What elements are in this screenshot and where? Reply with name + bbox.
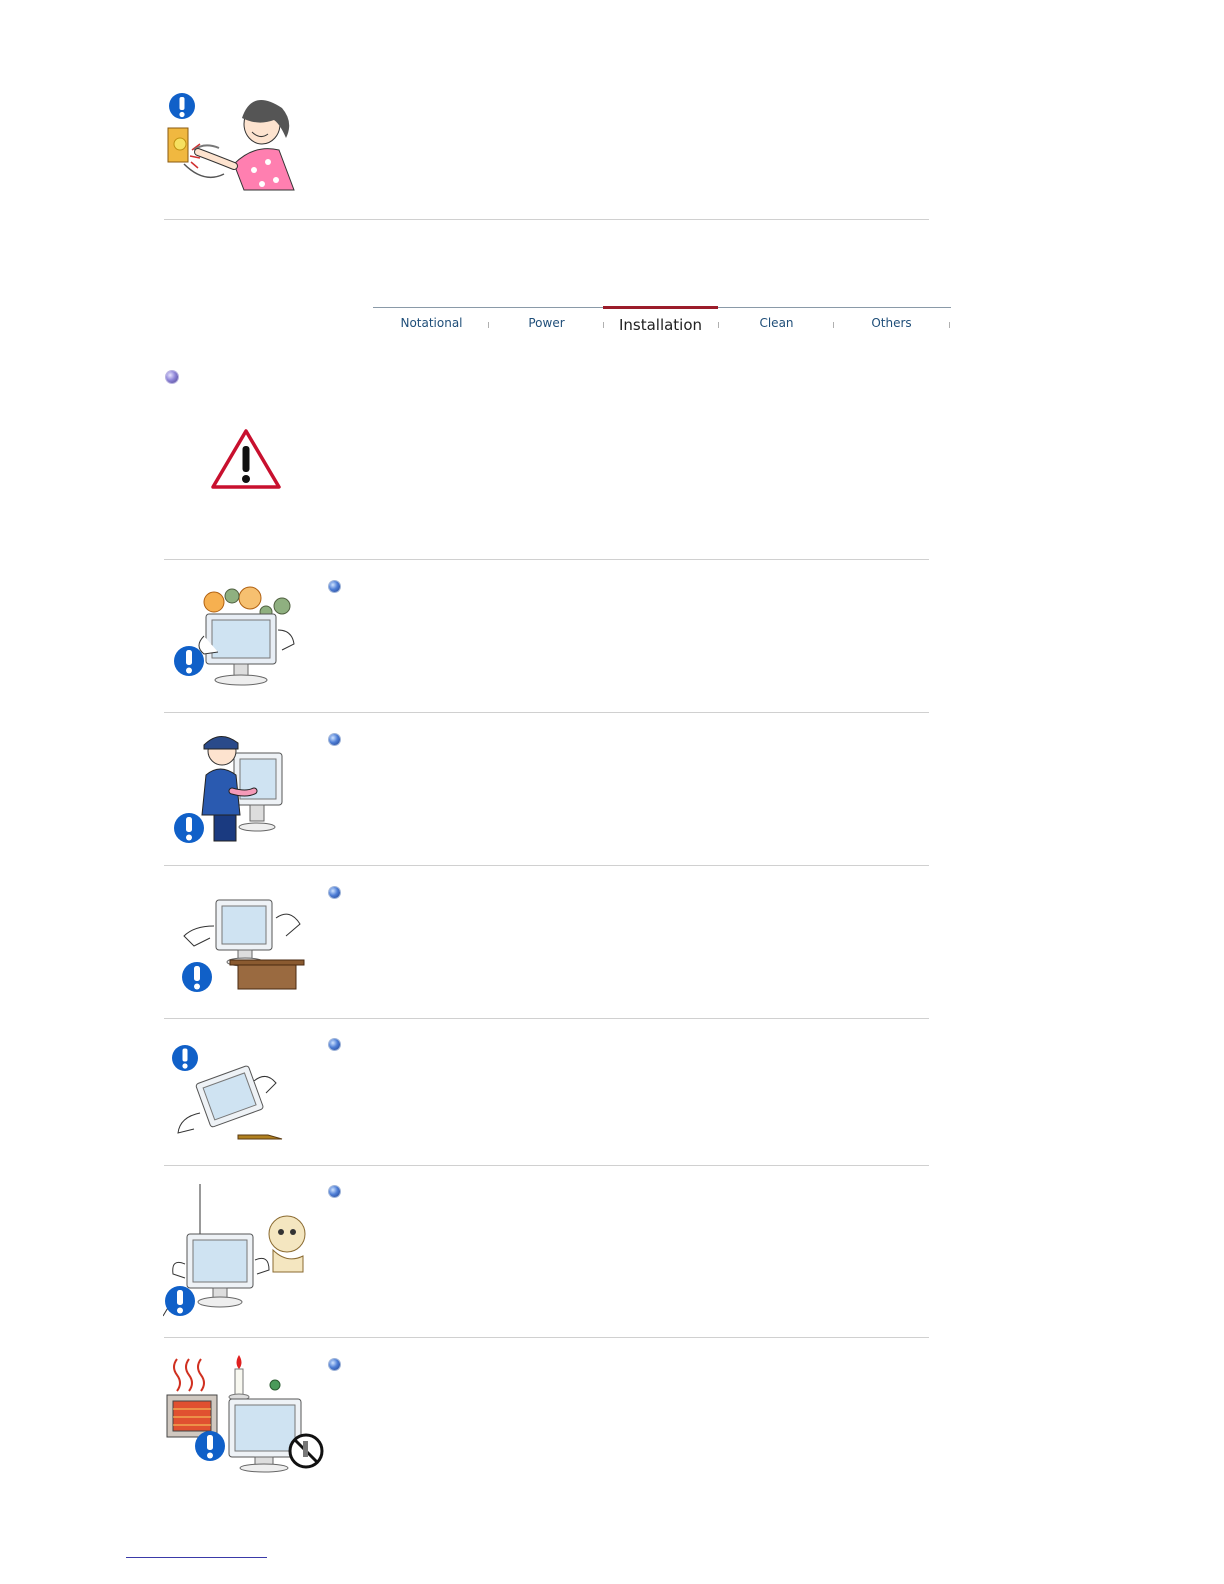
warning-triangle-icon: [210, 428, 282, 490]
caution-icon: [174, 646, 204, 676]
divider: [164, 1337, 929, 1338]
caution-icon: [172, 1045, 198, 1071]
child-safety-illustration: [163, 1184, 315, 1319]
tab-power[interactable]: Power: [528, 316, 565, 330]
caution-icon: [182, 962, 212, 992]
item-bullet-icon: [329, 887, 340, 898]
tab-installation[interactable]: Installation: [603, 306, 718, 341]
item-bullet-icon: [329, 1359, 340, 1370]
divider: [164, 219, 929, 220]
unplug-illustration: [164, 92, 299, 202]
caution-icon: [195, 1431, 225, 1461]
monitor-dust-illustration: [170, 578, 305, 688]
divider: [164, 712, 929, 713]
no-candle-icon: [290, 1435, 322, 1467]
caution-icon: [165, 1286, 195, 1316]
tipping-monitor-illustration: [170, 1043, 290, 1143]
divider: [164, 1165, 929, 1166]
tab-others[interactable]: Others: [871, 316, 912, 330]
caution-icon: [169, 93, 195, 119]
caution-icon: [174, 813, 204, 843]
item-bullet-icon: [329, 1039, 340, 1050]
tab-clean[interactable]: Clean: [759, 316, 794, 330]
technician-illustration: [170, 731, 290, 846]
divider: [164, 865, 929, 866]
divider: [164, 1018, 929, 1019]
tab-notational[interactable]: Notational: [400, 316, 463, 330]
divider: [164, 559, 929, 560]
item-bullet-icon: [329, 734, 340, 745]
section-tabs: [373, 307, 951, 339]
item-bullet-icon: [329, 581, 340, 592]
item-bullet-icon: [329, 1186, 340, 1197]
unstable-surface-illustration: [178, 886, 308, 996]
heat-source-illustration: [163, 1355, 328, 1475]
section-bullet-icon: [166, 371, 178, 383]
footnote-rule: [126, 1557, 267, 1558]
